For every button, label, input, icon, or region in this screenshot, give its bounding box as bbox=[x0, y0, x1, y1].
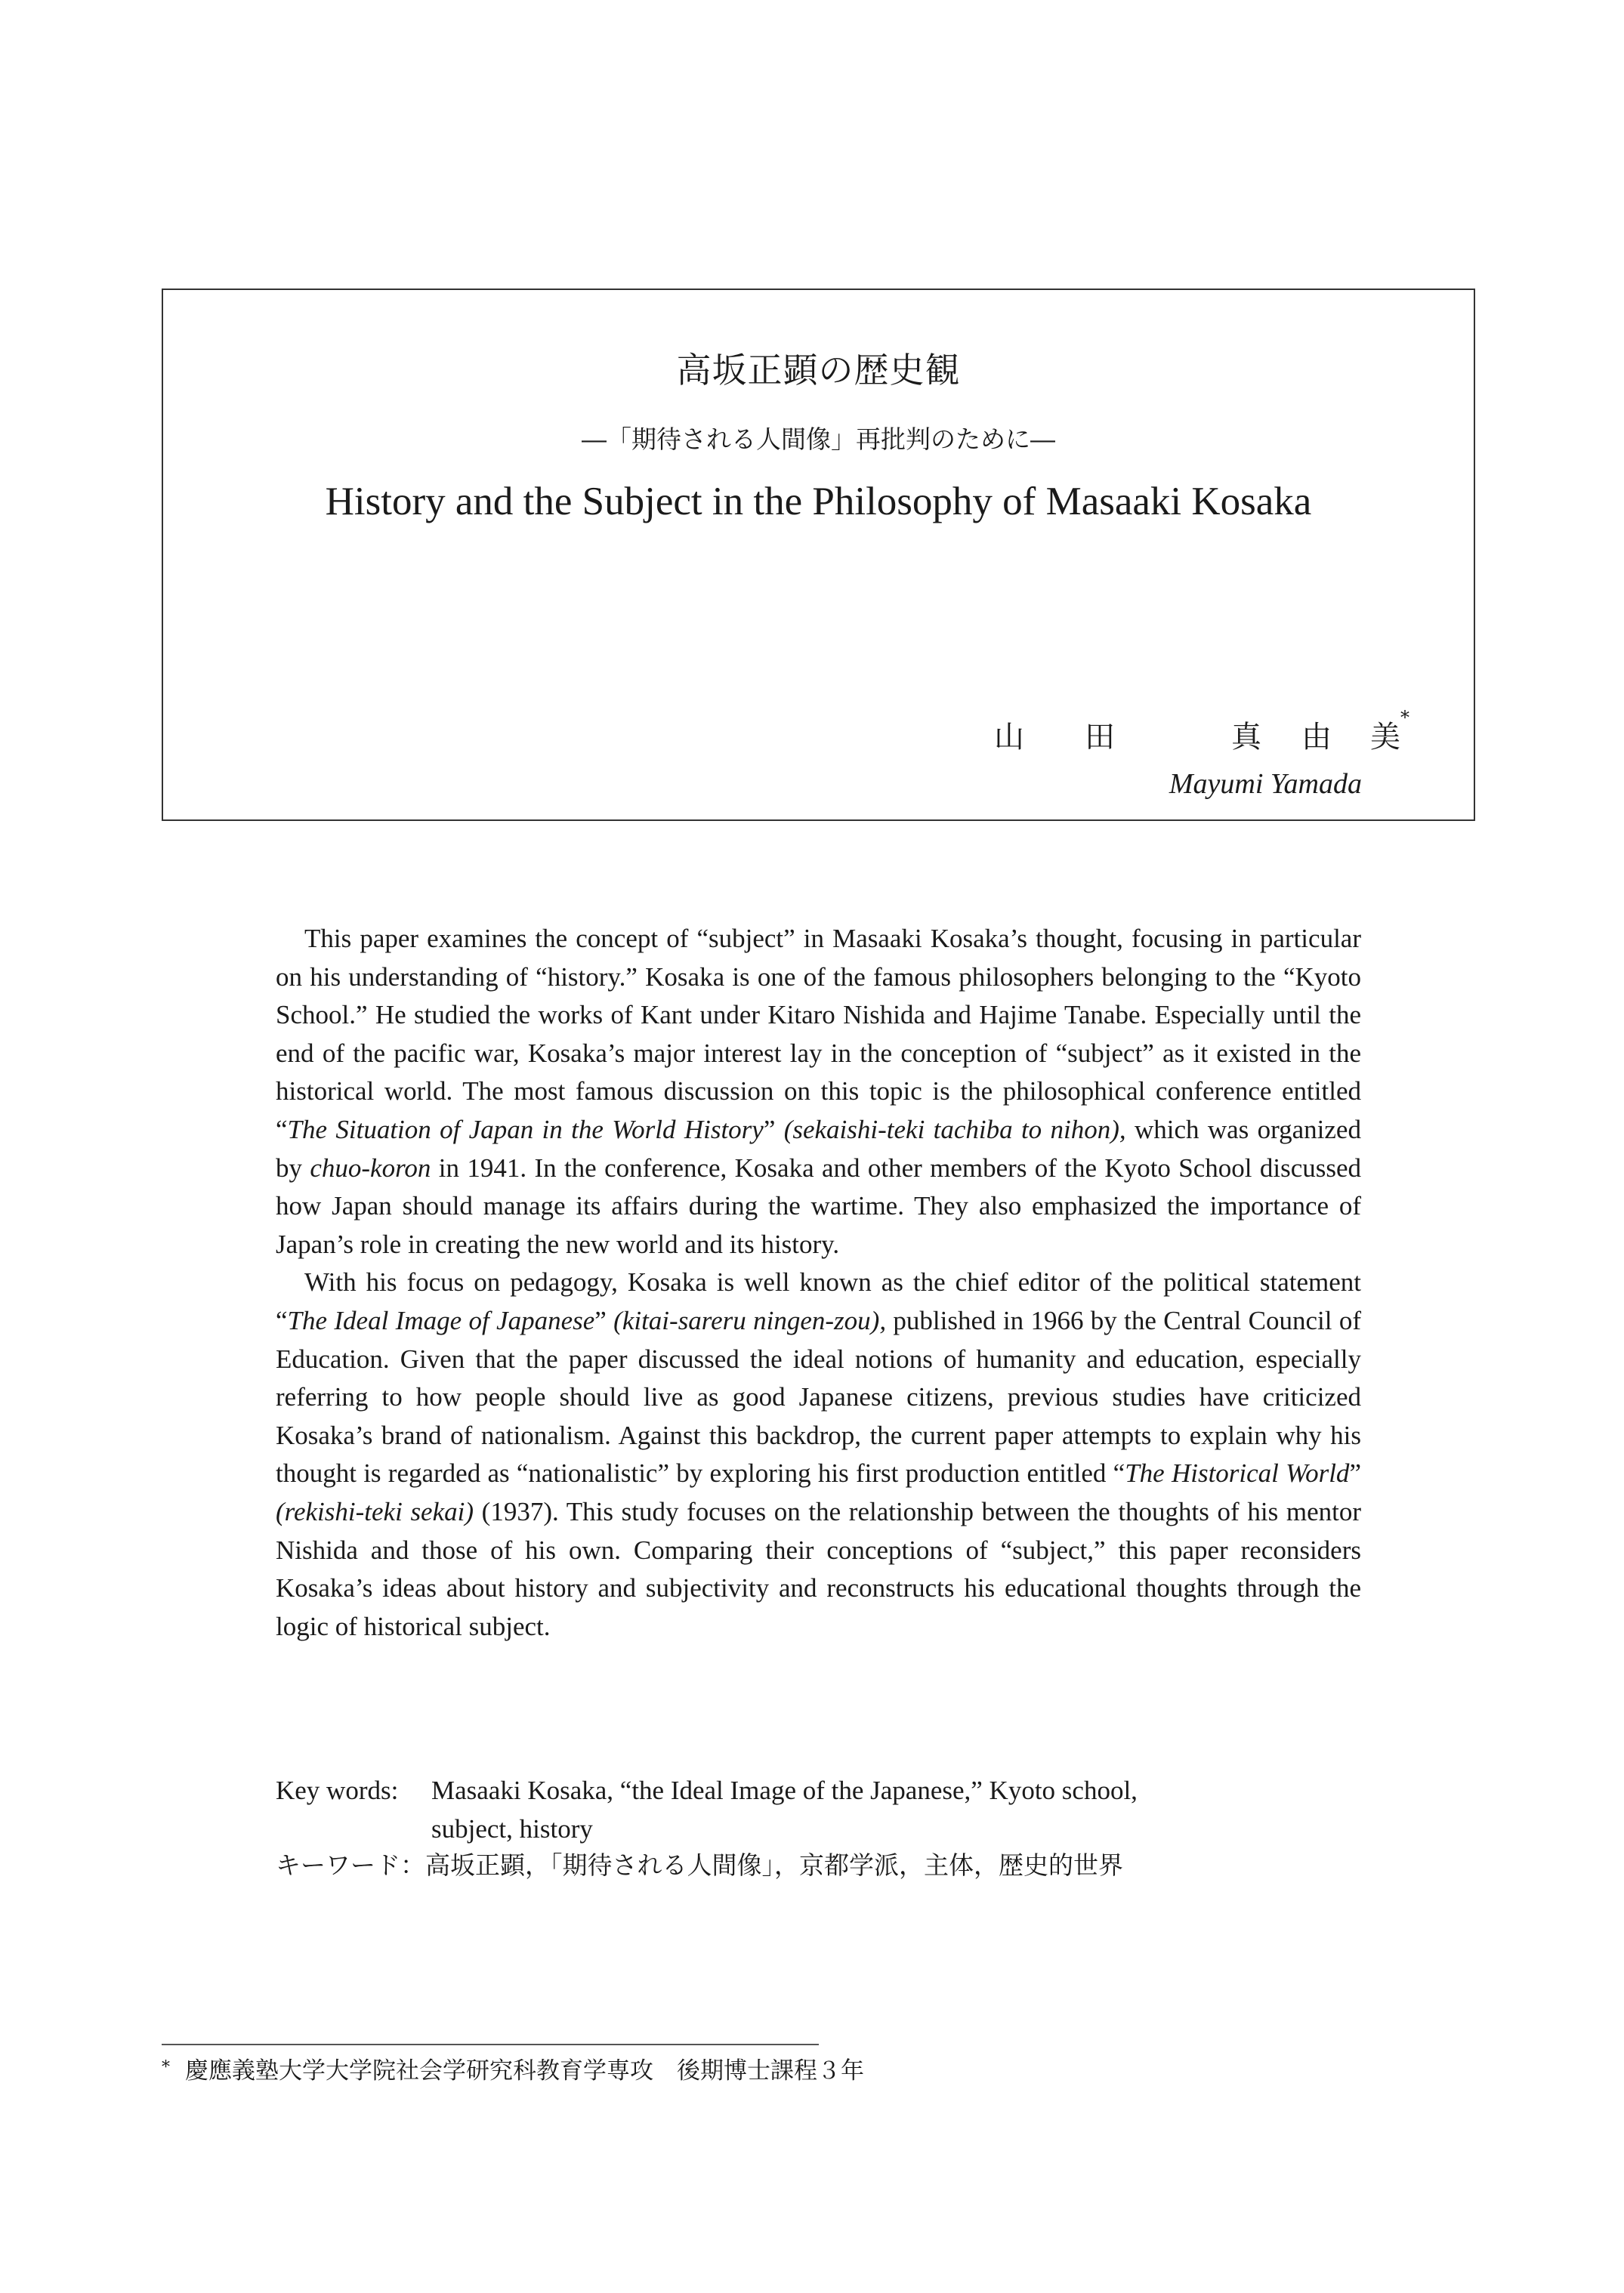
author-name-char: 山 bbox=[994, 720, 1024, 755]
abstract-text: ” bbox=[594, 1305, 614, 1335]
footnote-mark: * bbox=[162, 2058, 170, 2077]
author-japanese-name bbox=[994, 707, 1421, 758]
abstract-text: published in 1966 by the Central Council of Education. Given that the paper discussed the ideal notions of humanity and education, especially referring to how people should live as good Japanese citizens, previous studies have criticized Kosaka’s brand of nationalism. Against this backdrop, the current paper attempts to explain why his thought is regarded as “nationalistic” by exploring his first production entitled “ bbox=[276, 1305, 1361, 1489]
keywords-label: Key words: bbox=[276, 1776, 399, 1805]
keywords-row bbox=[276, 1772, 1361, 1810]
english-title: History and the Subject in the Philosophy of Masaaki Kosaka bbox=[325, 480, 1312, 523]
abstract-italic-romanization: (sekaishi-teki tachiba to nihon), bbox=[783, 1114, 1126, 1144]
abstract-text: This paper examines the concept of “subject” in Masaaki Kosaka’s thought, focusing in particular on his understanding of “history.” Kosaka is one of the famous philosophers belonging to the “Kyoto School.” He studied the works of Kant under Kitaro Nishida and Hajime Tanabe. Especially until the end of the pacific war, Kosaka’s major interest lay in the conception of “subject” as it existed in the historical world. The most famous discussion on this topic is the philosophical conference entitled “ bbox=[276, 924, 1361, 1144]
abstract-paragraph-1 bbox=[276, 920, 1361, 1264]
author-footnote-mark: * bbox=[1400, 707, 1409, 728]
abstract bbox=[276, 920, 1361, 1646]
title-box bbox=[162, 289, 1475, 821]
keywords-line-2: subject, history bbox=[431, 1813, 593, 1844]
abstract-text: in 1941. In the conference, Kosaka and other members of the Kyoto School discussed how Japan should manage its affairs during the wartime. They also emphasized the importance of Japan’s role in creating the new world and its history. bbox=[276, 1153, 1362, 1259]
abstract-text: (1937). This study focuses on the relationship between the thoughts of his mentor Nishida and those of his own. Comparing their conceptions of “subject,” this paper reconsiders Kosaka’s ideas about history and subjectivity and reconstructs his educational thoughts through the logic of historical subject. bbox=[276, 1496, 1361, 1641]
japanese-keywords bbox=[276, 1846, 1123, 1881]
japanese-title: 高坂正顕の歴史観 bbox=[676, 350, 961, 390]
abstract-text: ” bbox=[1349, 1458, 1361, 1489]
abstract-italic-title: The Ideal Image of Japanese bbox=[287, 1305, 595, 1335]
footnote bbox=[162, 2051, 864, 2085]
author-name-char: 真 bbox=[1231, 720, 1261, 755]
author-name-char: 由 bbox=[1301, 720, 1332, 755]
footnote-text: 慶應義塾大学大学院社会学研究科教育学専攻 後期博士課程３年 bbox=[185, 2057, 864, 2085]
abstract-italic-romanization: (rekishi-teki sekai) bbox=[276, 1496, 474, 1526]
abstract-italic-publisher: chuo-koron bbox=[310, 1153, 431, 1183]
abstract-text: which was organized by bbox=[276, 1114, 1361, 1183]
abstract-text: ” bbox=[763, 1114, 784, 1144]
abstract-italic-title: The Historical World bbox=[1125, 1458, 1350, 1489]
author-name-char: 田 bbox=[1085, 720, 1115, 755]
japanese-subtitle: ―「期待される人間像」再批判のために― bbox=[582, 424, 1055, 454]
keywords-section bbox=[276, 1772, 1361, 1848]
abstract-italic-romanization: (kitai-sareru ningen-zou), bbox=[613, 1305, 887, 1335]
keywords-line-1: Masaaki Kosaka, “the Ideal Image of the Japanese,” Kyoto school, bbox=[431, 1776, 1138, 1805]
author-english-name: Mayumi Yamada bbox=[1169, 768, 1362, 800]
japanese-keywords-label: キーワード： bbox=[276, 1850, 425, 1880]
abstract-italic-title: The Situation of Japan in the World History bbox=[287, 1114, 764, 1144]
abstract-paragraph-2 bbox=[276, 1264, 1361, 1646]
japanese-keywords-list: 高坂正顕，「期待される人間像」，京都学派，主体，歴史的世界 bbox=[425, 1850, 1123, 1880]
author-name-char: 美 bbox=[1370, 720, 1400, 755]
footnote-divider bbox=[162, 2044, 819, 2045]
abstract-text: With his focus on pedagogy, Kosaka is well known as the chief editor of the political statement “ bbox=[276, 1267, 1361, 1335]
